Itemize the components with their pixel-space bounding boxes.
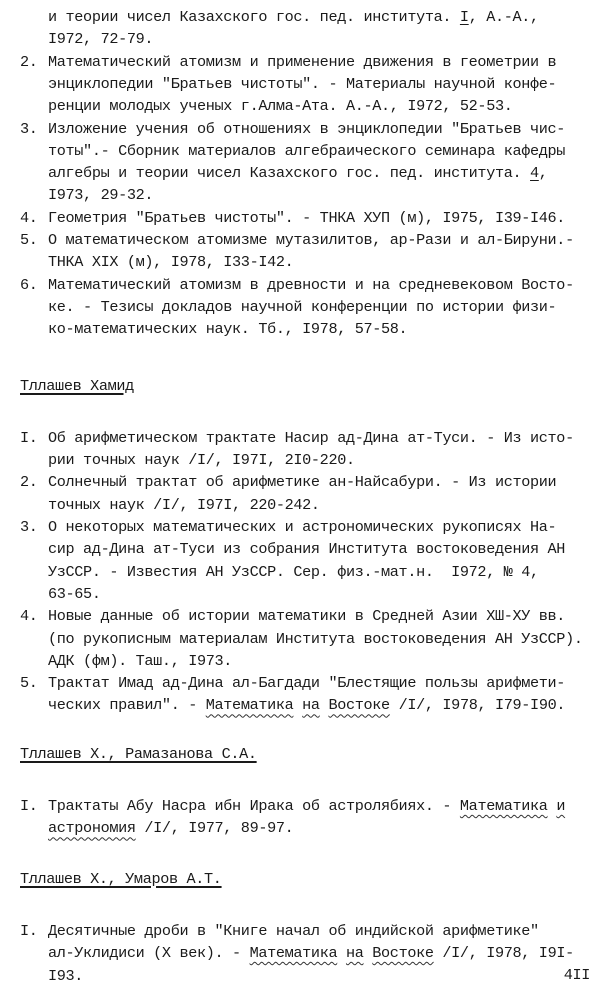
entry-line: Геометрия "Братьев чистоты". - ТНКА ХУП (м), I975, I39-I46. — [48, 208, 566, 227]
entry-line: АДК (фм). Таш., I973. — [48, 651, 233, 670]
journal-title-word: Востоке — [372, 944, 434, 963]
journal-title-word: Математика — [205, 696, 294, 715]
author-heading: Тллашев Хамид — [20, 376, 134, 395]
journal-title-word: Математика — [459, 797, 548, 815]
entry-line: Новые данные об истории математики в Средней Азии XШ-XУ вв. — [48, 607, 566, 626]
page-number: 4II — [563, 966, 590, 984]
entry-number: 2. — [20, 52, 38, 71]
entry-line: Трактаты Абу Насра ибн Ирака об астролябиях. - Математика и — [48, 797, 566, 815]
entry-number: I. — [20, 428, 38, 447]
entry-number: 4. — [20, 208, 38, 227]
journal-title-word: на — [302, 696, 320, 715]
entry-line: ко-математических наук. Тб., I978, 57-58. — [48, 320, 408, 339]
entry-line: УзССР. - Известия АН УзССР. Сер. физ.-мат.н. I972, № 4, — [48, 562, 539, 581]
entry-line: Десятичные дроби в "Книге начал об индийской арифметике" — [48, 921, 539, 940]
entry-line: сир ад-Дина ат-Туси из собрания Института востоковедения АН — [48, 540, 566, 559]
entry-line: I972, 72-79. — [48, 30, 154, 49]
entry-line: I973, 29-32. — [48, 186, 154, 205]
entry-line: энциклопедии "Братьев чистоты". - Материалы научной конфе- — [48, 74, 557, 93]
entry-number: 3. — [20, 518, 38, 536]
entry-line: ке. - Тезисы докладов научной конференции по истории физи- — [48, 297, 557, 316]
entry-line: Трактат Имад ад-Дина ал-Багдади "Блестящие пользы арифмети- — [48, 674, 566, 693]
entry-line: рии точных наук /I/, I97I, 2I0-220. — [48, 451, 355, 470]
entry-line: ал-Уклидиси (X век). - Математика на Востоке /I/, I978, I9I- — [48, 944, 574, 963]
entry-line: Солнечный трактат об арифметике ан-Найсабури. - Из истории — [48, 473, 557, 492]
entry-number: 2. — [20, 473, 38, 492]
entry-line: (по рукописным материалам Института востоковедения АН УзССР). — [48, 629, 583, 648]
entry-number: 3. — [20, 119, 38, 138]
entry-number: I. — [20, 797, 38, 815]
entry-line: Математический атомизм и применение движения в геометрии в — [48, 52, 557, 71]
entry-line: ренции молодых ученых г.Алма-Ата. А.-А., I972, 52-53. — [48, 97, 513, 116]
entry-number: 5. — [20, 674, 38, 693]
entry-line: О математическом атомизме мутазилитов, ар-Рази и ал-Бируни.- — [48, 231, 574, 249]
entry-line: ческих правил". - Математика на Востоке /I/, I978, I79-I90. — [48, 696, 566, 715]
entry-line: ТНКА XIX (м), I978, I33-I42. — [48, 253, 294, 272]
entry-number: 6. — [20, 275, 38, 294]
journal-title-word: Математика — [249, 944, 338, 963]
entry-number: I. — [20, 921, 38, 940]
entry-line: I93. — [48, 966, 84, 985]
entry-number: 5. — [20, 231, 38, 249]
entry-line: 63-65. — [48, 584, 101, 603]
journal-title-word: на — [345, 944, 364, 963]
volume-number: 4 — [530, 164, 539, 183]
journal-title-word: и — [556, 797, 566, 815]
entry-line: алгебры и теории чисел Казахского гос. пед. института. 4, — [48, 164, 548, 183]
entry-line: тоты".- Сборник материалов алгебраического семинара кафедры — [48, 141, 566, 160]
entry-line: астрономия /I/, I977, 89-97. — [48, 819, 294, 838]
entry-line: и теории чисел Казахского гос. пед. института. I, А.-А., — [48, 8, 539, 26]
entry-line: О некоторых математических и астрономических рукописях На- — [48, 518, 557, 536]
entry-number: 4. — [20, 607, 38, 626]
journal-title-word: астрономия — [48, 819, 136, 838]
author-heading: Тллашев Х., Рамазанова С.А. — [20, 744, 257, 763]
journal-title-word: Востоке — [328, 696, 390, 715]
entry-line: Изложение учения об отношениях в энциклопедии "Братьев чис- — [48, 119, 566, 138]
entry-line: Об арифметическом трактате Насир ад-Дина ат-Туси. - Из исто- — [48, 428, 574, 447]
entry-line: Математический атомизм в древности и на средневековом Восто- — [48, 275, 574, 294]
author-heading: Тллашев Х., Умаров А.Т. — [20, 869, 222, 888]
volume-number: I — [459, 8, 469, 26]
entry-line: точных наук /I/, I97I, 220-242. — [48, 495, 320, 514]
